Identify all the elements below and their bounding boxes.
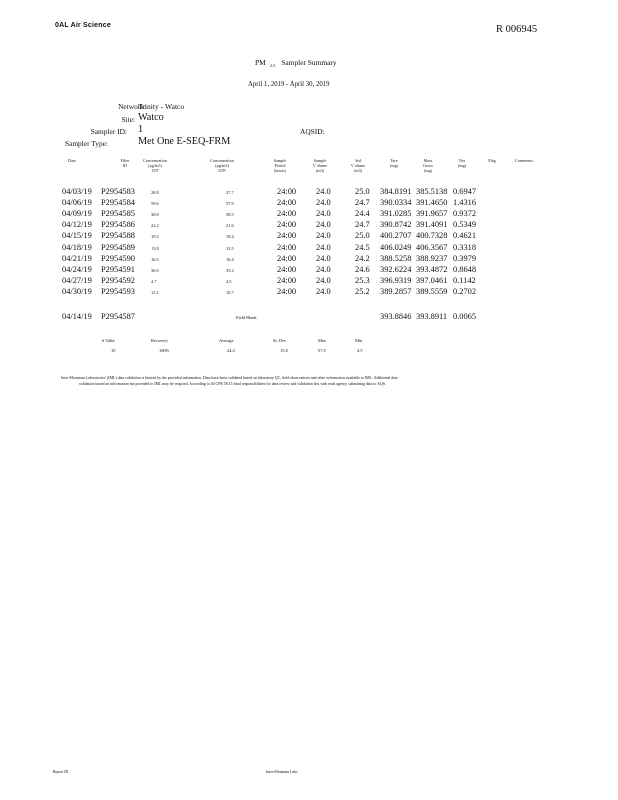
lab-logo-text: 0AL Air Science (55, 22, 111, 29)
cell-gross: 400.7328 (416, 231, 448, 241)
cell-filter-id: P2954584 (101, 198, 135, 208)
table-row (0, 254, 618, 265)
valid-count-value: 10 (111, 348, 116, 353)
col-gross-header: Mass Gross (mg) (423, 158, 433, 174)
max-label: Max (318, 338, 327, 343)
cell-date: 04/15/19 (62, 231, 92, 241)
cell-net: 0.9372 (453, 209, 477, 219)
table-row (0, 209, 618, 220)
cell-tare: 391.0285 (380, 209, 412, 219)
cell-date: 04/06/19 (62, 198, 92, 208)
cell-gross: 391.4091 (416, 220, 448, 230)
cell-volume: 24.0 (316, 231, 331, 241)
cell-filter-id: P2954590 (101, 253, 135, 263)
cell-date: 04/24/19 (62, 264, 92, 274)
cell-std-volume: 24.2 (355, 253, 370, 263)
stdev-label: St. Dev (273, 338, 287, 343)
cell-volume: 24.0 (316, 264, 331, 274)
table-row (0, 243, 618, 254)
sampler-type-label: Sampler Type: (64, 139, 108, 148)
cell-filter-id: P2954585 (101, 209, 135, 219)
field-blank-label: Field Blank (236, 315, 257, 320)
date-range: April 1, 2019 - April 30, 2019 (248, 81, 330, 88)
cell-conc-ltp: 28.8 (151, 190, 159, 195)
valid-count-label: # Valid (102, 338, 115, 343)
cell-volume: 24.0 (316, 209, 331, 219)
cell-period: 24:00 (277, 220, 297, 230)
cell-std-volume: 25.3 (355, 275, 370, 285)
sampler-id-value: 1 (138, 124, 144, 135)
cell-std-volume: 25.2 (355, 286, 370, 296)
cell-gross: 385.5138 (416, 187, 448, 196)
cell-tare: 388.5258 (380, 253, 412, 263)
site-value: Watco (138, 112, 164, 123)
cell-date: 04/30/19 (62, 286, 92, 296)
cell-conc-ltp: 13.8 (151, 245, 159, 251)
cell-std-volume: 24.6 (355, 264, 370, 274)
network-label: Network: (118, 102, 146, 111)
cell-conc-stp: 4.5 (226, 278, 232, 284)
cell-tare: 406.0249 (380, 242, 412, 252)
field-blank-tare: 393.8846 (380, 312, 412, 321)
cell-period: 24:00 (277, 275, 297, 285)
cell-gross: 391.4650 (416, 198, 448, 208)
cell-volume: 24.0 (316, 286, 331, 296)
cell-date: 04/09/19 (62, 209, 92, 219)
cell-filter-id: P2954583 (101, 187, 135, 196)
cell-tare: 389.2857 (380, 286, 412, 296)
cell-date: 04/18/19 (62, 242, 92, 252)
cell-gross: 406.3567 (416, 242, 448, 252)
cell-conc-stp: 18.4 (226, 234, 234, 240)
min-label: Min (355, 338, 363, 343)
title-subscript: 2.5 (269, 63, 276, 68)
page-stamp-number: R 006945 (496, 24, 538, 35)
cell-conc-ltp: 16.5 (151, 256, 159, 262)
table-row (0, 187, 618, 198)
cell-net: 0.3979 (453, 253, 477, 263)
cell-period: 24:00 (277, 209, 297, 219)
sampler-id-label: Sampler ID: (90, 127, 127, 136)
cell-period: 24:00 (277, 264, 297, 274)
cell-tare: 390.8742 (380, 220, 412, 230)
col-conc-ltp-header: Concentration (µg/m3) LTP (143, 158, 167, 174)
field-blank-net: 0.0065 (453, 312, 477, 321)
cell-std-volume: 24.7 (355, 220, 370, 230)
col-period-header: Sample Period (hours) (273, 158, 287, 174)
cell-tare: 392.6224 (380, 264, 412, 274)
cell-conc-stp: 21.6 (226, 223, 234, 229)
stdev-value: 15.8 (280, 348, 288, 353)
field-blank-filter: P2954587 (101, 312, 135, 321)
cell-conc-ltp: 19.2 (151, 234, 159, 240)
table-row (0, 198, 618, 209)
cell-std-volume: 25.0 (355, 187, 370, 196)
table-row (0, 276, 618, 287)
average-label: Average (219, 338, 234, 343)
col-conc-stp-header: Concentration (µg/m3) STP (210, 158, 234, 174)
cell-volume: 24.0 (316, 275, 331, 285)
min-value: 4.5 (357, 348, 363, 353)
cell-date: 04/21/19 (62, 253, 92, 263)
cell-gross: 391.9657 (416, 209, 448, 219)
cell-net: 1.4316 (453, 198, 477, 208)
col-comments-header: Comments (514, 158, 534, 163)
cell-volume: 24.0 (316, 198, 331, 208)
cell-net: 0.6947 (453, 187, 477, 196)
footer-report-id: Report ID (53, 770, 69, 774)
cell-filter-id: P2954593 (101, 286, 135, 296)
cell-filter-id: P2954586 (101, 220, 135, 230)
cell-period: 24:00 (277, 187, 297, 196)
validation-footnote-line2: validation based on information not provided to IML may be required. According to 40 CFR 58.15 final responsibilities for data review and validation lies with each agency submitting data to AQS. (79, 382, 386, 386)
table-row (0, 231, 618, 242)
cell-date: 04/12/19 (62, 220, 92, 230)
col-std-volume-header: Std V olume (m3) (350, 158, 366, 174)
cell-date: 04/03/19 (62, 187, 92, 196)
cell-period: 24:00 (277, 253, 297, 263)
cell-conc-ltp: 59.6 (151, 201, 159, 207)
cell-period: 24:00 (277, 198, 297, 208)
col-tare-header: Tare (mg) (389, 158, 399, 169)
cell-std-volume: 24.4 (355, 209, 370, 219)
col-volume-header: Sample V olume (m3) (312, 158, 328, 174)
cell-filter-id: P2954591 (101, 264, 135, 274)
cell-filter-id: P2954588 (101, 231, 135, 241)
cell-period: 24:00 (277, 286, 297, 296)
cell-conc-stp: 10.7 (226, 289, 234, 295)
cell-conc-ltp: 36.0 (151, 267, 159, 273)
cell-net: 0.3318 (453, 242, 477, 252)
aqsid-label: AQSID: (300, 127, 325, 136)
cell-conc-stp: 13.5 (226, 245, 234, 251)
col-flag-header: Flag (488, 158, 496, 163)
col-date-header: Date (68, 158, 76, 163)
cell-conc-stp: 38.5 (226, 212, 234, 218)
max-value: 57.9 (318, 348, 326, 353)
cell-date: 04/27/19 (62, 275, 92, 285)
cell-filter-id: P2954592 (101, 275, 135, 285)
cell-conc-stp: 35.2 (226, 267, 234, 273)
table-row (0, 265, 618, 276)
cell-volume: 24.0 (316, 220, 331, 230)
cell-std-volume: 24.7 (355, 198, 370, 208)
recovery-label: Recovery (151, 338, 168, 343)
title-rest: Sampler Summary (281, 58, 337, 67)
cell-net: 0.2702 (453, 286, 477, 296)
title-pm: PM (255, 58, 266, 67)
cell-conc-ltp: 4.7 (151, 278, 157, 284)
cell-gross: 389.5559 (416, 286, 448, 296)
cell-net: 0.4621 (453, 231, 477, 241)
col-filter-header: Filter ID (120, 158, 130, 169)
cell-conc-ltp: 22.2 (151, 223, 159, 229)
cell-net: 0.8648 (453, 264, 477, 274)
validation-footnote-line1: Inter-Mountain Laboratories' (IML) data validation is limited by the provided information. Data have been validated based on laboratory QC, field observations and other information available to IML. Additional data (61, 376, 398, 380)
footer-lab-name: Inter-Mountain Labs (266, 770, 298, 774)
cell-gross: 393.4872 (416, 264, 448, 274)
cell-tare: 384.8191 (380, 187, 412, 196)
col-net-header: Net (mg) (457, 158, 467, 169)
field-blank-row (0, 312, 618, 323)
cell-volume: 24.0 (316, 253, 331, 263)
cell-gross: 397.0461 (416, 275, 448, 285)
table-row (0, 220, 618, 231)
cell-conc-ltp: 11.2 (151, 289, 159, 295)
cell-gross: 388.9237 (416, 253, 448, 263)
cell-conc-stp: 27.7 (226, 190, 234, 195)
cell-period: 24:00 (277, 242, 297, 252)
cell-conc-stp: 16.4 (226, 256, 234, 262)
report-title (255, 58, 337, 67)
cell-volume: 24.0 (316, 187, 331, 196)
cell-period: 24:00 (277, 231, 297, 241)
field-blank-gross: 393.8911 (416, 312, 448, 321)
cell-tare: 390.0334 (380, 198, 412, 208)
cell-net: 0.1142 (453, 275, 476, 285)
field-blank-date: 04/14/19 (62, 312, 92, 321)
cell-volume: 24.0 (316, 242, 331, 252)
cell-tare: 396.9319 (380, 275, 412, 285)
cell-std-volume: 24.5 (355, 242, 370, 252)
table-row (0, 287, 618, 298)
average-value: 24.4 (227, 348, 235, 353)
recovery-value: 100% (159, 348, 170, 353)
sampler-type-value: Met One E-SEQ-FRM (138, 136, 231, 147)
cell-net: 0.5349 (453, 220, 477, 230)
cell-std-volume: 25.0 (355, 231, 370, 241)
cell-tare: 400.2707 (380, 231, 412, 241)
cell-conc-stp: 57.9 (226, 201, 234, 207)
cell-filter-id: P2954589 (101, 242, 135, 252)
site-label: Site: (121, 115, 135, 124)
network-value: Trinity - Watco (138, 102, 185, 111)
cell-conc-ltp: 38.8 (151, 212, 159, 218)
